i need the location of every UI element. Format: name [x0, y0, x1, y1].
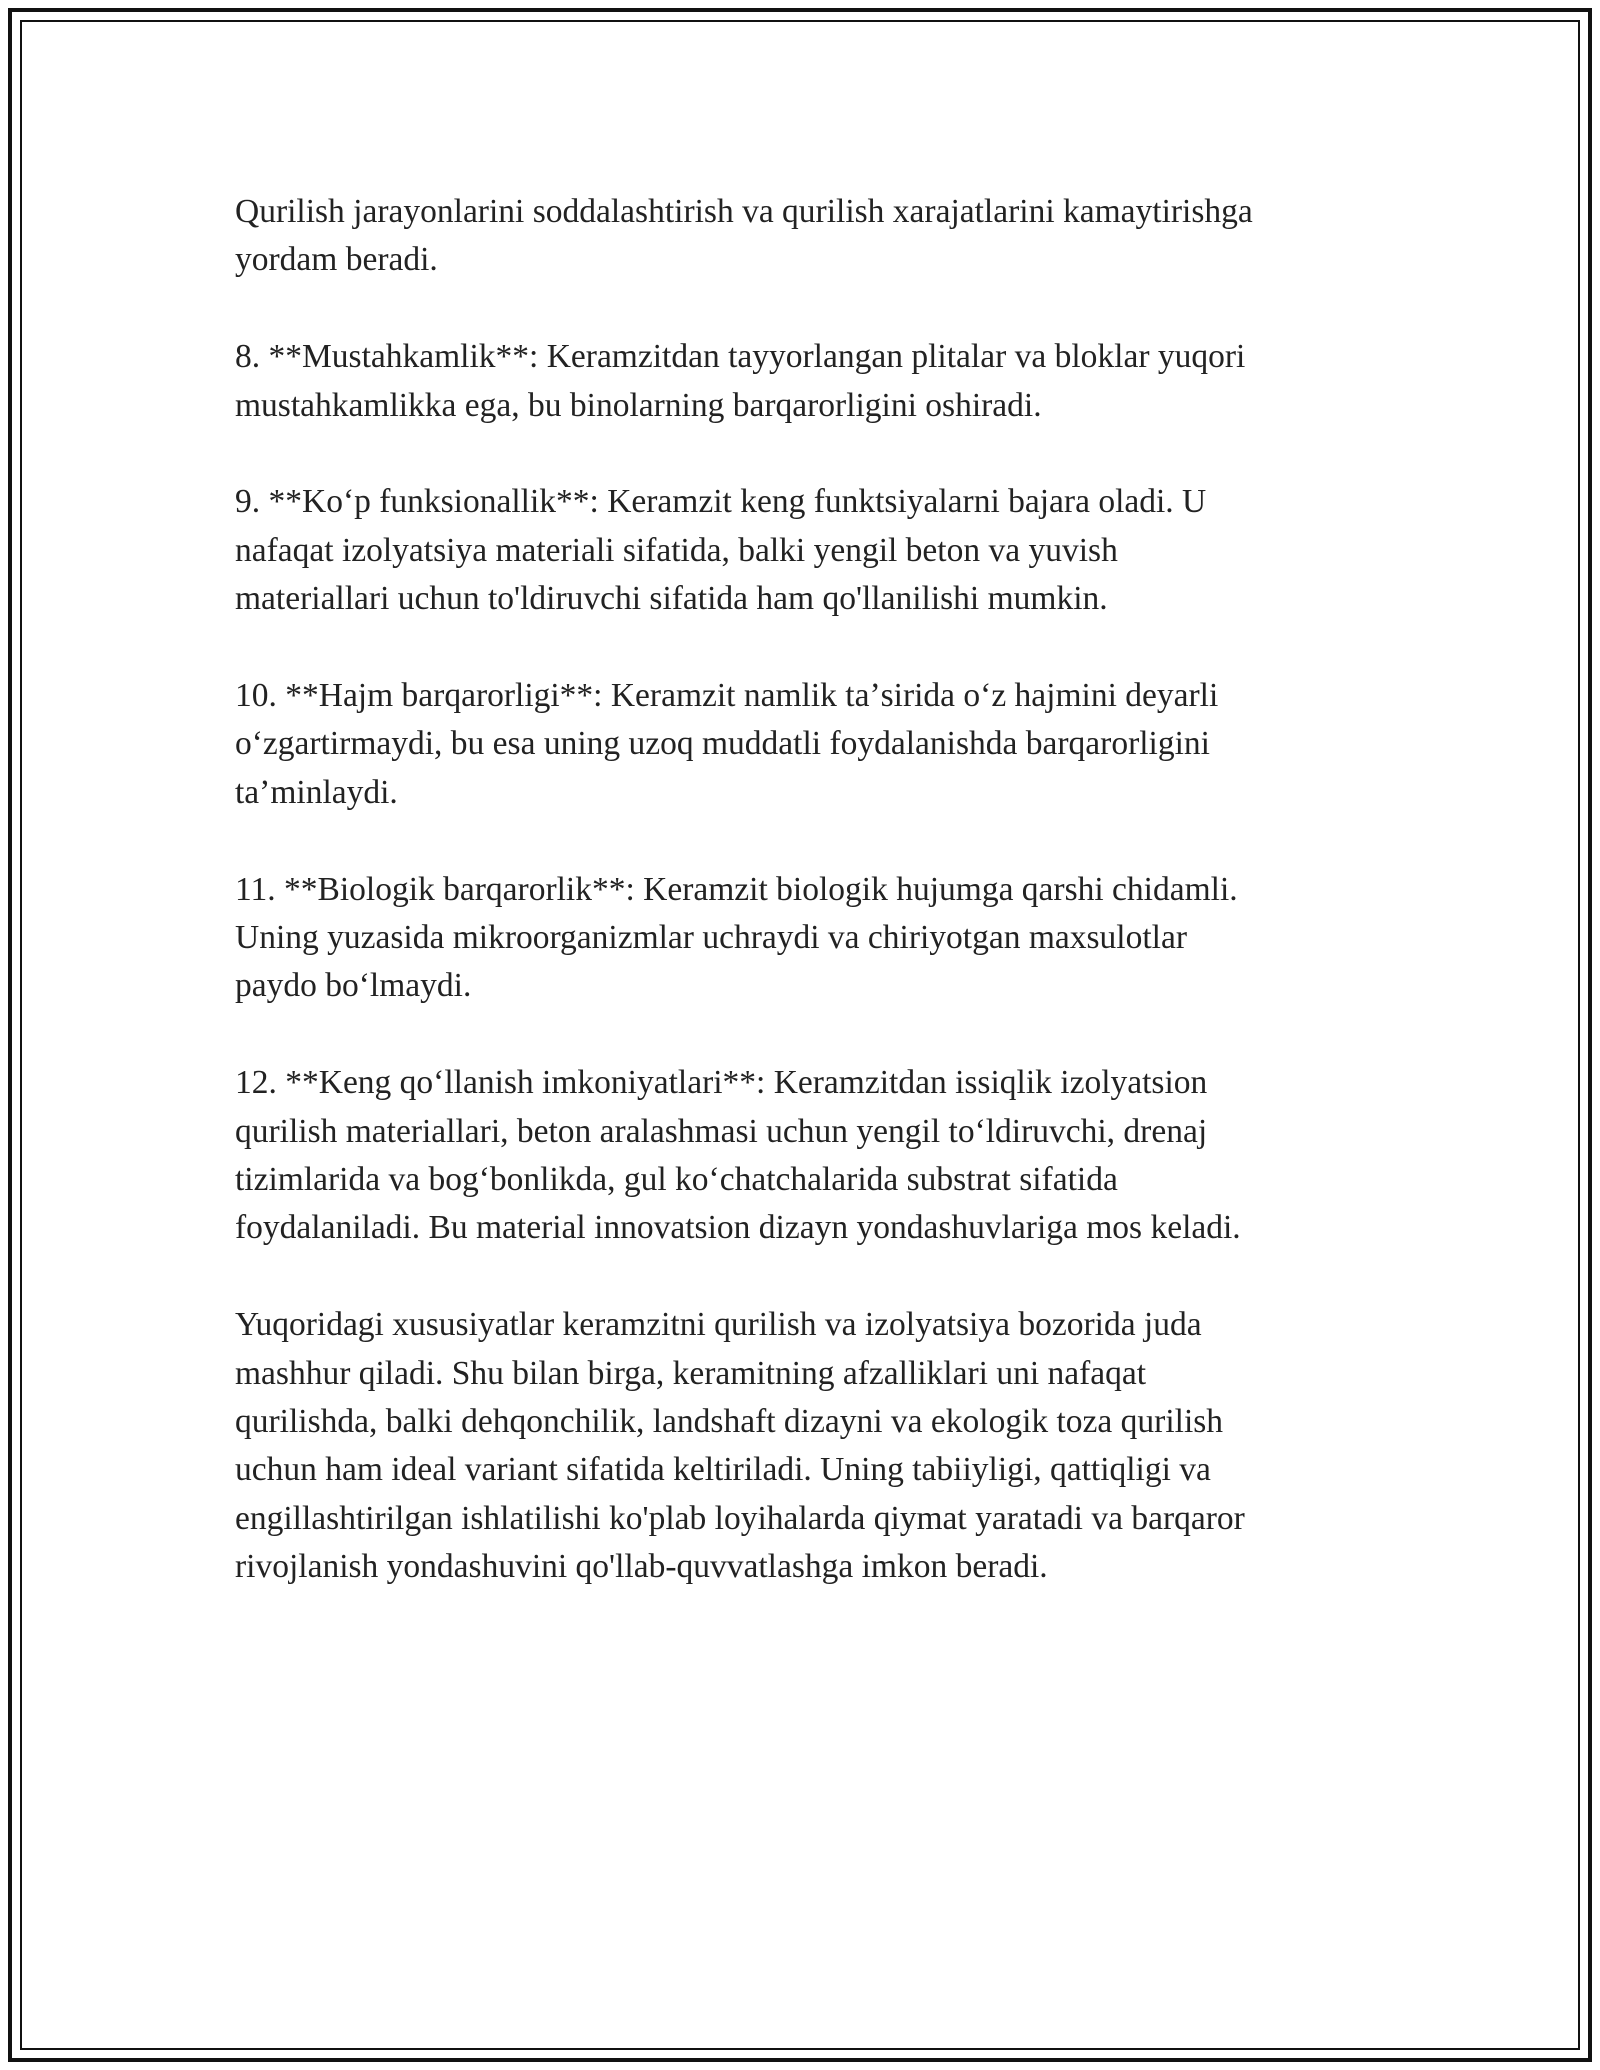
text-line: 9. **Koʻp funksionallik**: Keramzit keng funktsiyalarni bajara oladi. U [235, 483, 1207, 521]
paragraph-item-11 [235, 866, 1375, 1011]
text-line: mustahkamlikka ega, bu binolarning barqarorligini oshiradi. [235, 386, 1042, 424]
text-line: 12. **Keng qoʻllanish imkoniyatlari**: Keramzitdan issiqlik izolyatsion [235, 1064, 1208, 1102]
text-line: tizimlarida va bogʻbonlikda, gul koʻchatchalarida substrat sifatida [235, 1161, 1118, 1199]
text-line: oʻzgartirmaydi, bu esa uning uzoq muddatli foydalanishda barqarorligini [235, 725, 1210, 763]
text-line: Uning yuzasida mikroorganizmlar uchraydi va chiriyotgan maxsulotlar [235, 919, 1188, 957]
text-line: mashhur qiladi. Shu bilan birga, keramitning afzalliklari uni nafaqat [235, 1354, 1147, 1392]
paragraph-item-12 [235, 1059, 1375, 1253]
text-line: Qurilish jarayonlarini soddalashtirish va qurilish xarajatlarini kamaytirishga [235, 193, 1253, 230]
text-line: uchun ham ideal variant sifatida keltiriladi. Uning tabiiyligi, qattiqligi va [235, 1451, 1211, 1489]
paragraph-item-8 [235, 333, 1375, 430]
text-line: foydalaniladi. Bu material innovatsion dizayn yondashuvlariga mos keladi. [235, 1209, 1241, 1247]
text-line: rivojlanish yondashuvini qo'llab-quvvatlashga imkon beradi. [235, 1548, 1048, 1586]
text-line: nafaqat izolyatsiya materiali sifatida, balki yengil beton va yuvish [235, 531, 1118, 569]
text-line: materiallari uchun to'ldiruvchi sifatida ham qo'llanilishi mumkin. [235, 580, 1108, 618]
paragraph-item-10 [235, 672, 1375, 817]
text-line: 10. **Hajm barqarorligi**: Keramzit namlik taʼsirida oʻz hajmini deyarli [235, 677, 1219, 715]
paragraph-intro [235, 188, 1375, 285]
paragraph-conclusion [235, 1301, 1375, 1591]
text-line: 11. **Biologik barqarorlik**: Keramzit biologik hujumga qarshi chidamli. [235, 870, 1238, 908]
text-line: qurilishda, balki dehqonchilik, landshaft dizayni va ekologik toza qurilish [235, 1403, 1224, 1441]
document-body [235, 188, 1375, 1640]
paragraph-item-9 [235, 478, 1375, 623]
text-line: yordam beradi. [235, 241, 438, 279]
text-line: 8. **Mustahkamlik**: Keramzitdan tayyorlangan plitalar va bloklar yuqori [235, 338, 1246, 376]
text-line: engillashtirilgan ishlatilishi ko'plab loyihalarda qiymat yaratadi va barqaror [235, 1499, 1245, 1537]
text-line: taʼminlaydi. [235, 773, 398, 811]
text-line: qurilish materiallari, beton aralashmasi uchun yengil toʻldiruvchi, drenaj [235, 1112, 1208, 1150]
text-line: paydo boʻlmaydi. [235, 967, 472, 1005]
text-line: Yuqoridagi xususiyatlar keramzitni qurilish va izolyatsiya bozorida juda [235, 1306, 1202, 1344]
